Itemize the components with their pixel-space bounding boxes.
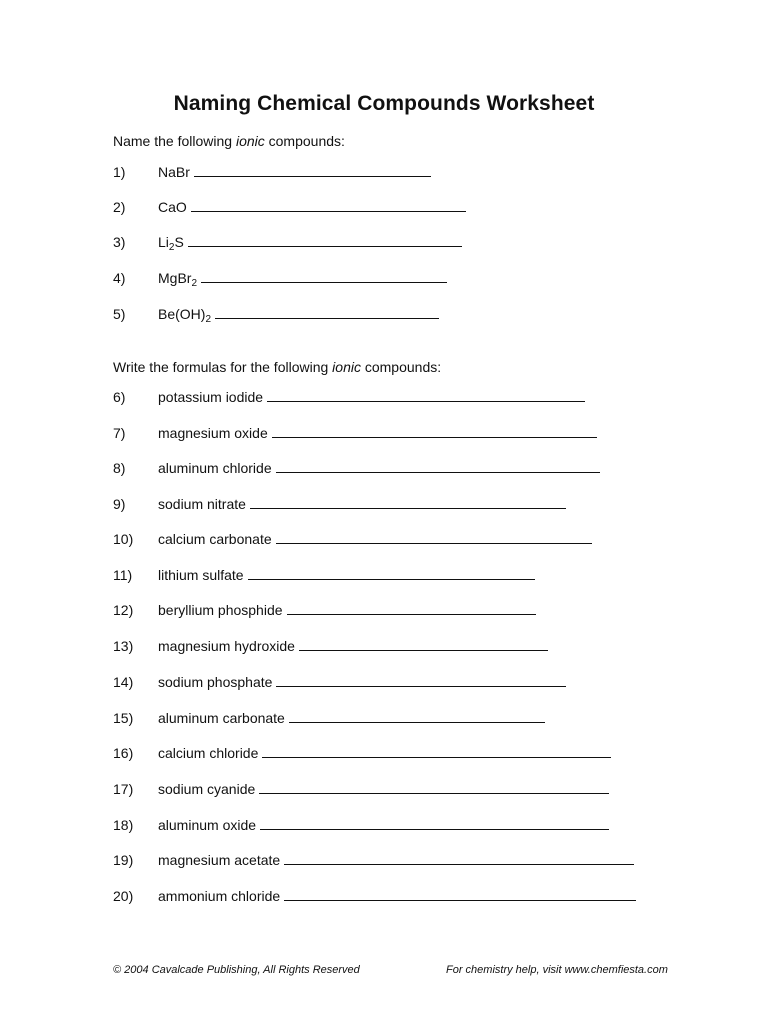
answer-line[interactable]	[259, 781, 609, 794]
question-number: 12)	[113, 602, 134, 618]
answer-line[interactable]	[201, 270, 447, 283]
question-formula	[158, 164, 431, 180]
answer-line[interactable]	[276, 674, 566, 687]
answer-line[interactable]	[262, 745, 611, 758]
answer-line[interactable]	[267, 389, 585, 402]
footer-copyright: © 2004 Cavalcade Publishing, All Rights Reserved	[113, 964, 360, 976]
question-formula	[158, 234, 462, 253]
compound-name-row	[158, 389, 585, 405]
compound-name-row	[158, 602, 536, 618]
page-title: Naming Chemical Compounds Worksheet	[173, 92, 595, 115]
compound-name: potassium iodide	[158, 389, 264, 405]
formula-text: Be(OH)	[158, 306, 206, 322]
answer-line[interactable]	[276, 460, 600, 473]
formula-text: CaO	[158, 199, 187, 215]
formula-text: Li	[158, 234, 169, 250]
compound-name-row	[158, 638, 548, 654]
compound-name: aluminum carbonate	[158, 710, 285, 726]
section2-instruction-pre: Write the formulas for the following	[113, 359, 333, 375]
question-number: 3)	[113, 234, 126, 250]
compound-name-row	[158, 496, 566, 512]
question-number: 10)	[113, 531, 134, 547]
compound-name: magnesium oxide	[158, 425, 268, 441]
question-number: 4)	[113, 270, 126, 286]
formula-subscript: 2	[205, 314, 212, 325]
question-number: 6)	[113, 389, 126, 405]
answer-line[interactable]	[284, 852, 634, 865]
answer-line[interactable]	[284, 888, 636, 901]
question-formula	[158, 306, 439, 325]
compound-name: calcium carbonate	[158, 531, 272, 547]
question-number: 19)	[113, 852, 134, 868]
compound-name: magnesium hydroxide	[158, 638, 295, 654]
answer-line[interactable]	[250, 496, 566, 509]
question-number: 15)	[113, 710, 134, 726]
answer-line[interactable]	[215, 306, 439, 319]
answer-line[interactable]	[194, 164, 431, 177]
section2-instruction-post: compounds:	[360, 359, 442, 375]
answer-line[interactable]	[248, 567, 535, 580]
compound-name: aluminum oxide	[158, 817, 257, 833]
compound-name: sodium nitrate	[158, 496, 246, 512]
compound-name-row	[158, 888, 636, 904]
answer-line[interactable]	[276, 531, 592, 544]
compound-name: calcium chloride	[158, 745, 259, 761]
compound-name-row	[158, 531, 592, 547]
compound-name-row	[158, 460, 600, 476]
compound-name: beryllium phosphide	[158, 602, 283, 618]
question-number: 18)	[113, 817, 134, 833]
question-number: 1)	[113, 164, 126, 180]
compound-name: magnesium acetate	[158, 852, 281, 868]
formula-subscript: 2	[191, 278, 198, 289]
answer-line[interactable]	[191, 199, 466, 212]
answer-line[interactable]	[289, 710, 545, 723]
compound-name-row	[158, 817, 609, 833]
question-number: 20)	[113, 888, 134, 904]
formula-text: S	[174, 234, 184, 250]
question-number: 7)	[113, 425, 126, 441]
footer-help: For chemistry help, visit www.chemfiesta.com	[446, 964, 668, 976]
compound-name: sodium phosphate	[158, 674, 273, 690]
section1-instruction	[113, 133, 345, 149]
compound-name-row	[158, 425, 597, 441]
formula-text: MgBr	[158, 270, 192, 286]
question-number: 14)	[113, 674, 134, 690]
answer-line[interactable]	[188, 234, 462, 247]
compound-name: ammonium chloride	[158, 888, 281, 904]
question-number: 2)	[113, 199, 126, 215]
question-number: 8)	[113, 460, 126, 476]
compound-name-row	[158, 852, 634, 868]
section2-instruction-emphasis: ionic	[332, 359, 361, 375]
section1-instruction-pre: Name the following	[113, 133, 236, 149]
question-number: 16)	[113, 745, 134, 761]
question-number: 9)	[113, 496, 126, 512]
compound-name: lithium sulfate	[158, 567, 244, 583]
formula-subscript: 2	[168, 242, 175, 253]
compound-name-row	[158, 674, 566, 690]
compound-name-row	[158, 745, 611, 761]
formula-text: NaBr	[158, 164, 190, 180]
compound-name: sodium cyanide	[158, 781, 256, 797]
answer-line[interactable]	[272, 425, 597, 438]
answer-line[interactable]	[299, 638, 548, 651]
compound-name-row	[158, 567, 535, 583]
section1-instruction-post: compounds:	[264, 133, 345, 149]
compound-name-row	[158, 781, 609, 797]
answer-line[interactable]	[287, 602, 536, 615]
question-number: 5)	[113, 306, 126, 322]
compound-name: aluminum chloride	[158, 460, 272, 476]
section1-instruction-emphasis: ionic	[235, 133, 265, 149]
question-formula	[158, 199, 466, 215]
answer-line[interactable]	[260, 817, 609, 830]
question-number: 11)	[113, 567, 133, 583]
question-formula	[158, 270, 447, 289]
question-number: 13)	[113, 638, 134, 654]
compound-name-row	[158, 710, 545, 726]
question-number: 17)	[113, 781, 134, 797]
section2-instruction	[113, 359, 441, 375]
